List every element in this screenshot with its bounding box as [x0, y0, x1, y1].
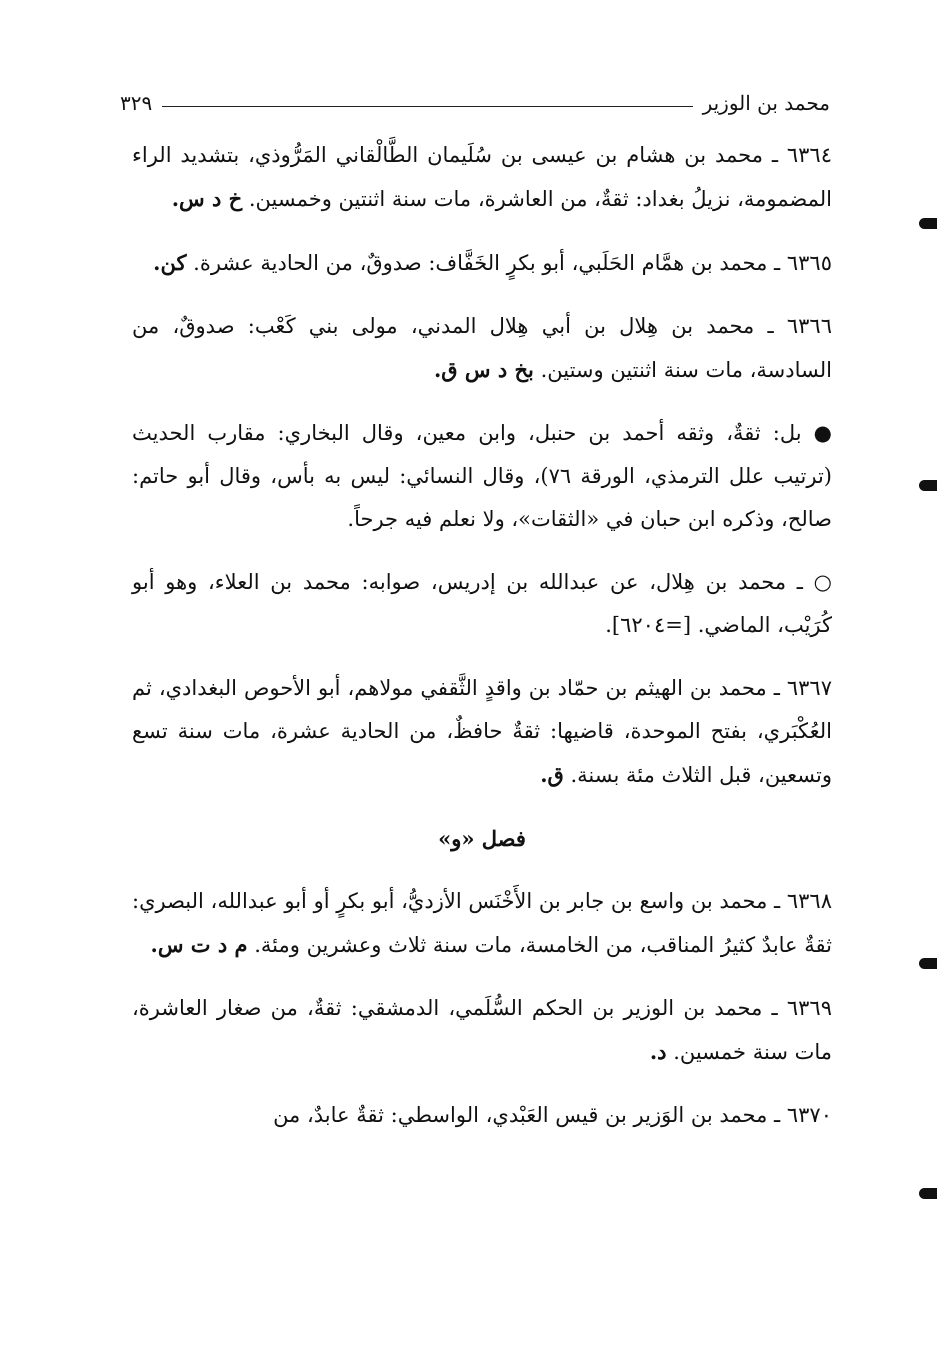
- page-number: ٣٢٩: [120, 91, 153, 115]
- entry-6364: [132, 134, 832, 221]
- running-head-title: محمد بن الوزير: [702, 91, 830, 115]
- entry-text: ٦٣٦٦ ـ محمد بن هِلال بن أبي هِلال المدني، مولى بني كَعْب: صدوقٌ، من السادسة، مات سنة اثنتين وستين.: [132, 314, 832, 382]
- margin-mark: [919, 218, 937, 229]
- entry-6370: [132, 1094, 832, 1137]
- margin-mark: [919, 1188, 937, 1199]
- entry-sigla: م د ت س.: [150, 932, 248, 957]
- entry-sigla: بخ د س ق.: [433, 357, 534, 382]
- entry-text: ٦٣٦٨ ـ محمد بن واسع بن جابر بن الأَخْنَس الأزديُّ، أبو بكرٍ أو أبو عبدالله، البصري: ثقةٌ عابدٌ كثيرُ المناقب، من الخامسة، مات سنة ثلاث وعشرين ومئة.: [132, 889, 832, 957]
- entry-6369: [132, 987, 832, 1074]
- entry-text: ٦٣٧٠ ـ محمد بن الوَزير بن قيس العَبْدي، الواسطي: ثقةٌ عابدٌ، من: [273, 1103, 832, 1127]
- entry-6365: [132, 241, 832, 285]
- annotation-6366: [132, 412, 832, 541]
- page-body: [132, 134, 832, 1157]
- annotation-text: ○ ـ محمد بن هِلال، عن عبدالله بن إدريس، صوابه: محمد بن العلاء، وهو أبو كُرَيْب، الماضي. [=٦٢٠٤].: [132, 570, 832, 637]
- margin-mark: [919, 958, 937, 969]
- entry-6366: [132, 305, 832, 392]
- entry-sigla: كن.: [153, 250, 187, 275]
- header-rule: [162, 106, 692, 107]
- entry-text: ٦٣٦٧ ـ محمد بن الهيثم بن حمّاد بن واقدٍ الثَّقفي مولاهم، أبو الأحوص البغدادي، ثم العُكْبَري، بفتح الموحدة، قاضيها: ثقةٌ حافظٌ، من الحادية عشرة، مات سنة تسع وتسعين، قبل الثلاث مئة بسنة.: [132, 676, 832, 787]
- entry-sigla: د.: [649, 1039, 667, 1064]
- entry-6368: [132, 880, 832, 967]
- annotation-text: ● بل: ثقةٌ، وثقه أحمد بن حنبل، وابن معين، وقال البخاري: مقارب الحديث (ترتيب علل الترمذي، الورقة ٧٦)، وقال النسائي: ليس به بأس، وقال أبو حاتم: صالح، وذكره ابن حبان في «الثقات»، ولا نعلم فيه جرحاً.: [132, 421, 832, 531]
- margin-mark: [919, 480, 937, 491]
- running-head: [120, 86, 830, 120]
- entry-text: ٦٣٦٩ ـ محمد بن الوزير بن الحكم السُّلَمي، الدمشقي: ثقةٌ، من صغار العاشرة، مات سنة خمسين.: [132, 996, 832, 1064]
- entry-sigla: خ د س.: [171, 186, 243, 211]
- section-heading: فصل «و»: [438, 826, 526, 851]
- annotation-ibn-hilal: [132, 561, 832, 647]
- entry-6367: [132, 667, 832, 797]
- entry-text: ٦٣٦٥ ـ محمد بن همَّام الحَلَبي، أبو بكرٍ الخَفَّاف: صدوقٌ، من الحادية عشرة.: [193, 251, 832, 275]
- entry-sigla: ق.: [540, 762, 564, 787]
- entry-text: ٦٣٦٤ ـ محمد بن هشام بن عيسى بن سُلَيمان الطَّالْقاني المَرُّوذي، بتشديد الراء المضمومة، نزيلُ بغداد: ثقةٌ، من العاشرة، مات سنة اثنتين وخمسين.: [132, 143, 832, 211]
